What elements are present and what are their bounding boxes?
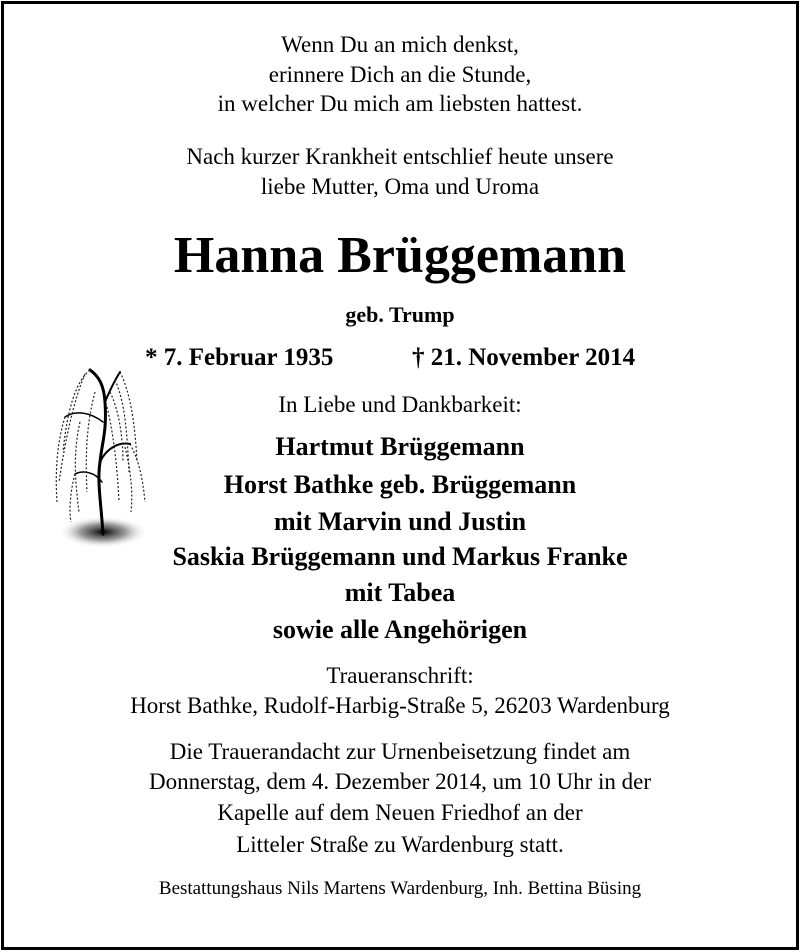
mourner-line: Saskia Brüggemann und Markus Franke bbox=[172, 542, 628, 571]
poem-line: Wenn Du an mich denkst, bbox=[281, 32, 519, 57]
address: Horst Bathke, Rudolf-Harbig-Straße 5, 26203 Wardenburg bbox=[130, 693, 670, 718]
service-line: Die Trauerandacht zur Urnenbeisetzung findet am bbox=[169, 739, 631, 764]
intro-line: Nach kurzer Krankheit entschlief heute unsere bbox=[186, 144, 614, 169]
poem-line: erinnere Dich an die Stunde, bbox=[268, 62, 532, 87]
service-line: Donnerstag, dem 4. Dezember 2014, um 10 Uhr in der bbox=[148, 769, 652, 794]
maiden-name: geb. Trump bbox=[345, 302, 455, 327]
poem-line: in welcher Du mich am liebsten hattest. bbox=[217, 91, 583, 116]
deceased-name: Hanna Brüggemann bbox=[173, 227, 627, 284]
funeral-home: Bestattungshaus Nils Martens Wardenburg, Inh. Bettina Büsing bbox=[158, 878, 642, 899]
mourner-line: Hartmut Brüggemann bbox=[275, 432, 525, 461]
service-line: Litteler Straße zu Wardenburg statt. bbox=[236, 832, 564, 857]
mourner-line: Horst Bathke geb. Brüggemann bbox=[223, 470, 577, 499]
mourner-line: mit Marvin und Justin bbox=[273, 507, 527, 536]
mourner-line: sowie alle Angehörigen bbox=[272, 615, 528, 644]
weeping-willow-icon bbox=[45, 362, 155, 557]
address-label: Traueranschrift: bbox=[326, 663, 474, 688]
birth-date: * 7. Februar 1935 bbox=[145, 344, 334, 371]
intro-line: liebe Mutter, Oma und Uroma bbox=[260, 174, 540, 199]
gratitude-line: In Liebe und Dankbarkeit: bbox=[278, 392, 522, 417]
death-date: † 21. November 2014 bbox=[412, 344, 636, 371]
mourner-line: mit Tabea bbox=[344, 578, 456, 607]
service-line: Kapelle auf dem Neuen Friedhof an der bbox=[217, 800, 583, 825]
